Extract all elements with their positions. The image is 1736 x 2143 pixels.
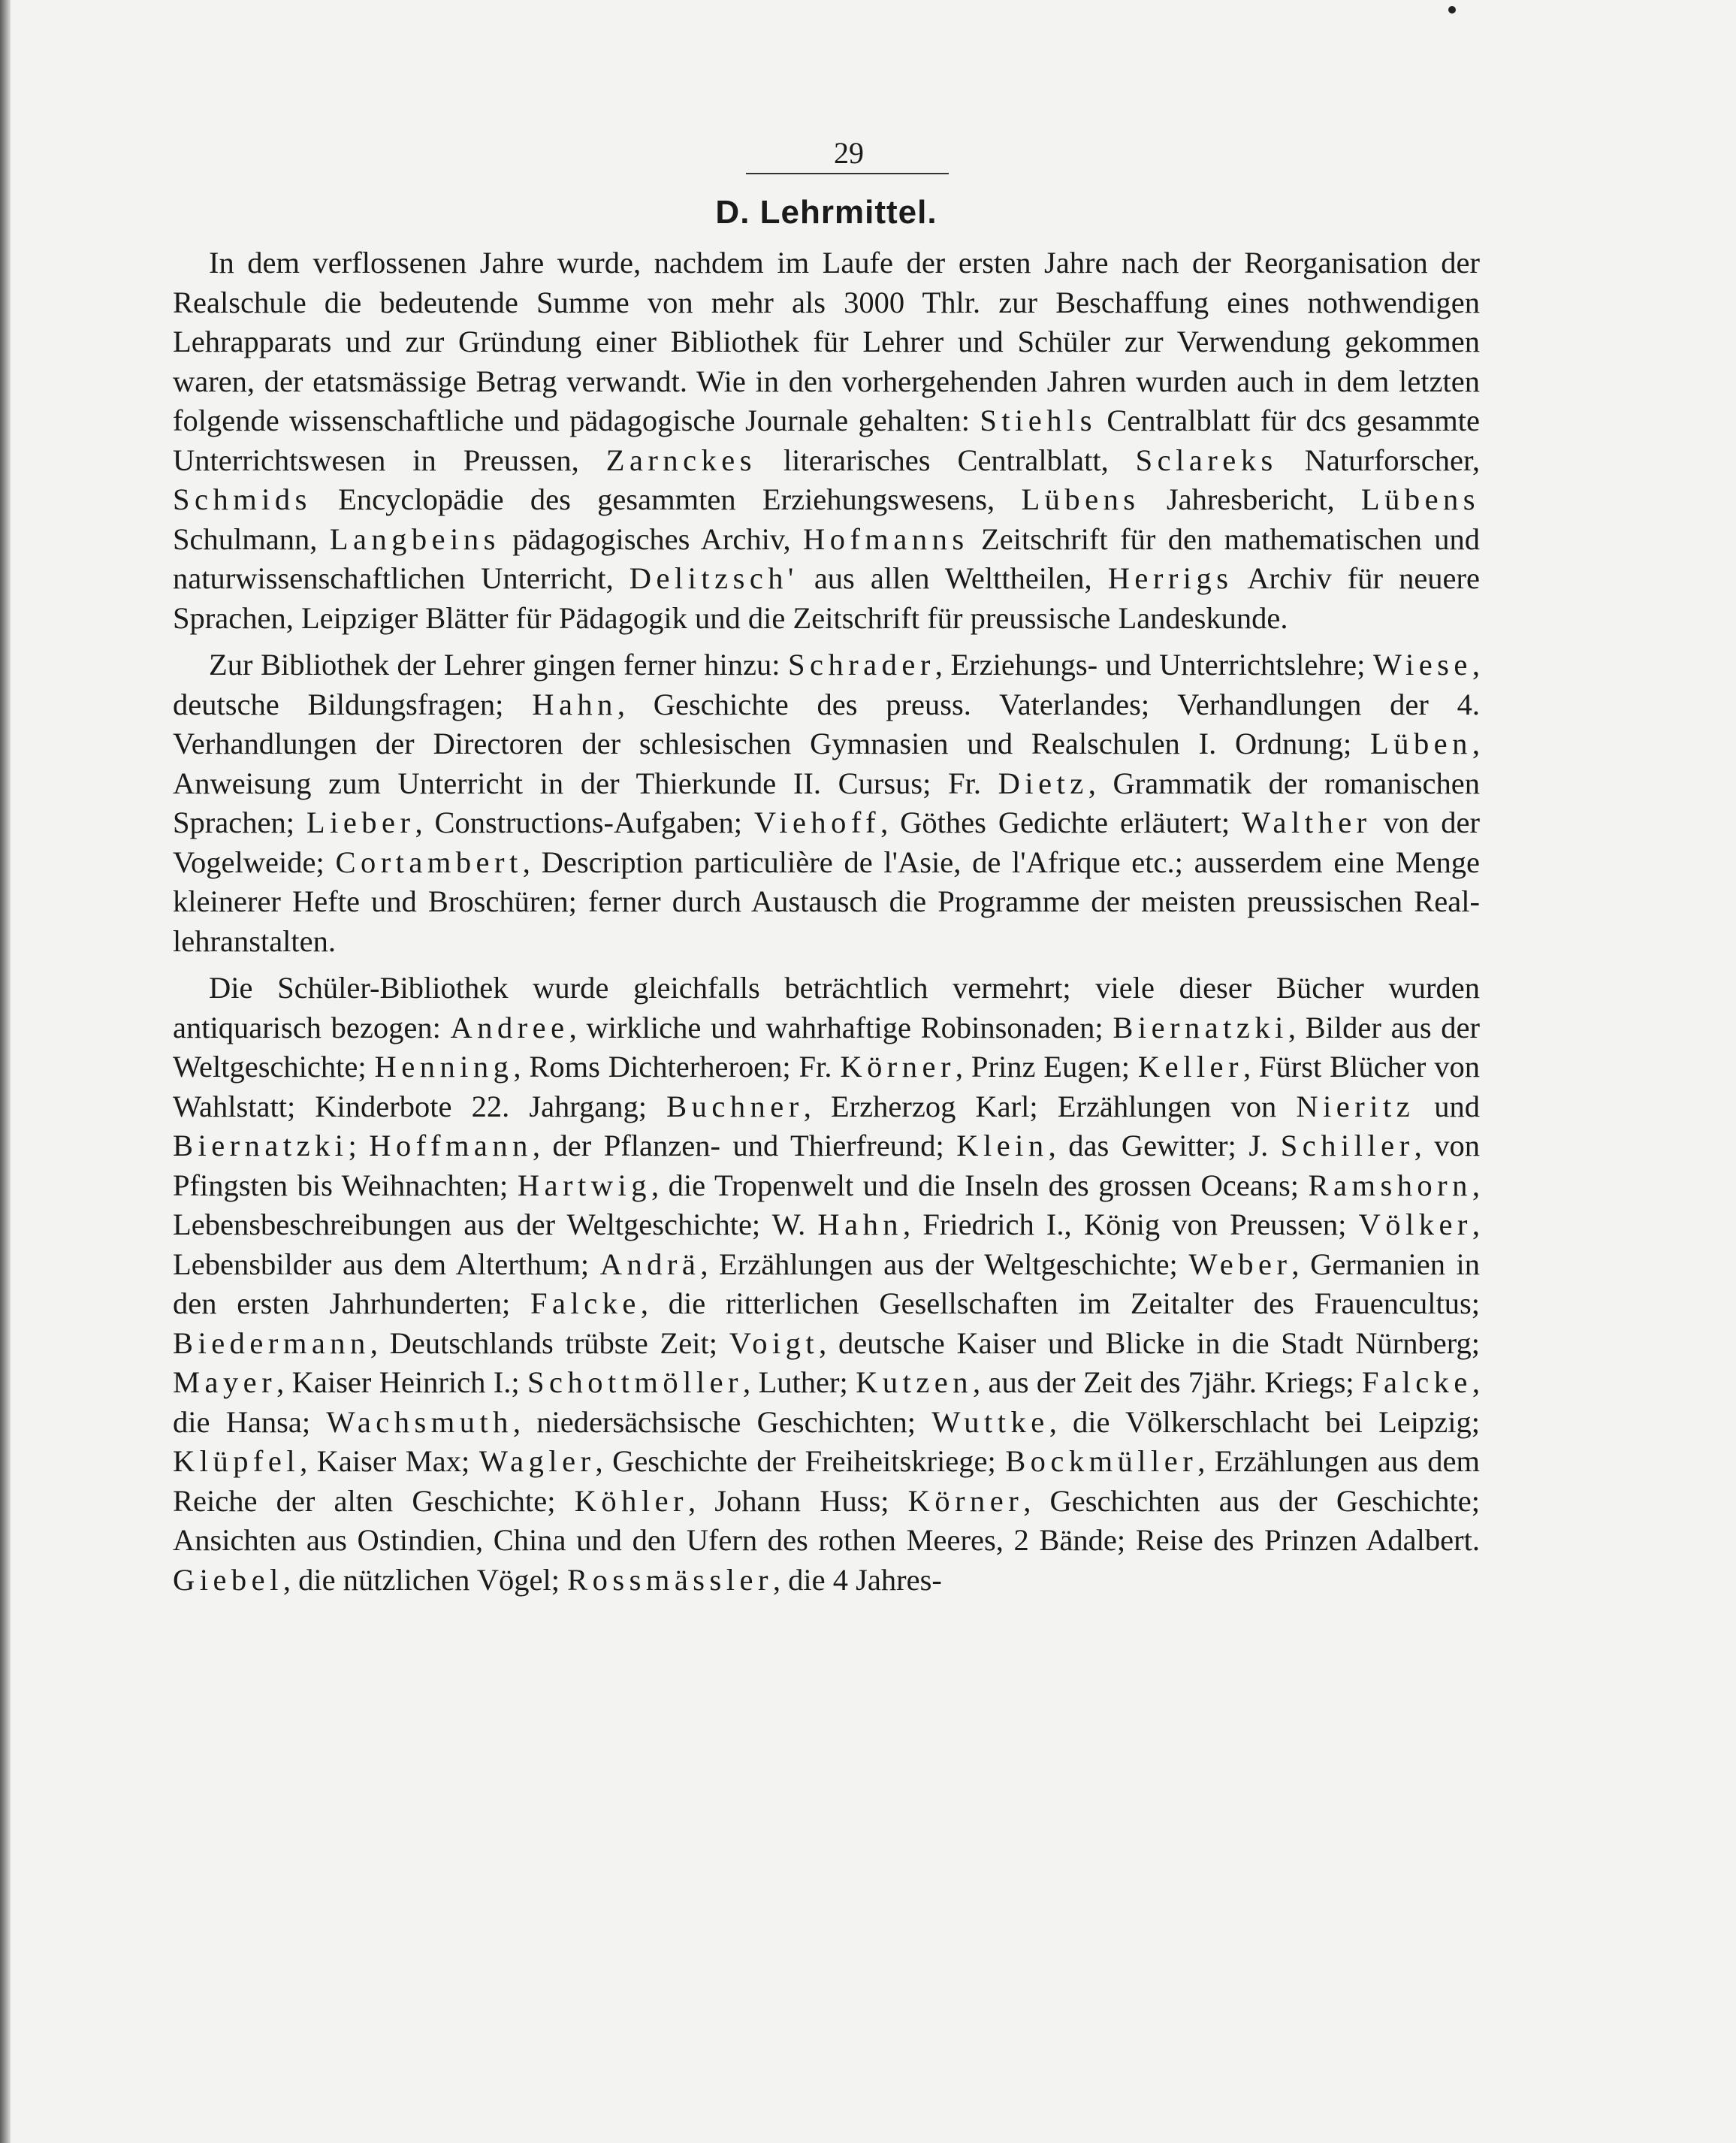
text-run: , Description particulière de l'Asie, de l'Afrique etc.; ausserdem eine Menge kleinerer Hefte und Broschüren; ferner durch Austausch die Programme der meisten preussischen Reallehranstalten. (173, 845, 1480, 958)
text-run: , Fürst Blücher von Wahlstatt; Kinderbote 22. Jahrgang; (173, 1050, 1480, 1123)
author-name: Voigt (729, 1325, 820, 1360)
author-name: Wagler (479, 1444, 596, 1478)
text-run: , deutsche Bildungsfragen; (173, 648, 1480, 721)
author-name: Delitzsch' (629, 561, 799, 595)
text-run: , wirkliche und wahrhaftige Robinsonaden; (569, 1010, 1113, 1044)
author-name: Andree (450, 1010, 569, 1044)
author-name: Biernatzki (173, 1129, 349, 1162)
text-run: , Erziehungs- und Unterrichtslehre; (934, 648, 1373, 682)
text-run: , Luther; (743, 1365, 856, 1399)
page-number: 29 (834, 136, 864, 170)
author-name: Hofmanns (803, 521, 969, 556)
text-run: , die Hansa; (173, 1365, 1480, 1439)
text-run: , Grammatik der romanischen Sprachen; (173, 766, 1480, 839)
text-run: , Friedrich I., König von Preussen; (903, 1208, 1359, 1241)
text-run: , Geschichte des preuss. Vaterlandes; Verhandlungen der 4. Verhandlungen der Directoren der schlesischen Gymnasien und Realschulen I. Ordnung; (173, 687, 1480, 760)
text-run: , der Pflanzen- und Thierfreund; (532, 1129, 957, 1162)
author-name: Walther (1242, 806, 1372, 839)
text-run: , das Gewitter; J. (1048, 1129, 1281, 1162)
author-name: Schmids (173, 482, 312, 516)
author-name: Keller (1137, 1050, 1243, 1084)
author-name: Wuttke (931, 1404, 1049, 1439)
text-run: Archiv für neuere Sprachen, Leipziger Blätter für Pädagogik und die Zeitschrift für preussische Landeskunde. (173, 561, 1480, 635)
author-name: Schiller (1280, 1129, 1414, 1162)
text-run: , aus der Zeit des 7jähr. Kriegs; (972, 1365, 1363, 1399)
text-run: , die Tropenwelt und die Inseln des grossen Oceans; (651, 1168, 1309, 1202)
text-run: Naturforscher, (1277, 443, 1480, 477)
author-name: Kutzen (856, 1365, 973, 1399)
text-run: Schulmann, (173, 521, 330, 556)
text-run: und (1414, 1089, 1481, 1123)
author-name: Zarnckes (605, 443, 756, 477)
text-run: , Erzählungen aus der Weltgeschichte; (700, 1247, 1189, 1281)
text-run: , Erzählungen aus dem Reiche der alten Geschichte; (173, 1444, 1480, 1518)
author-name: Klein (956, 1129, 1049, 1162)
author-name: Lieber (306, 806, 415, 839)
author-name: Wiese (1372, 648, 1472, 682)
author-name: Stiehls (980, 404, 1097, 437)
text-run: , die nützlichen Vögel; (282, 1562, 568, 1597)
text-run: , niedersächsische Geschichten; (512, 1404, 932, 1439)
text-run: Encyclopädie des gesammten Erziehungswesens, (311, 482, 1022, 516)
text-run: , Göthes Gedichte erläutert; (880, 806, 1242, 839)
author-name: Mayer (173, 1365, 277, 1399)
author-name: Körner (907, 1483, 1024, 1518)
text-run: , die ritterlichen Gesellschaften im Zeitalter des Frauencultus; (640, 1286, 1480, 1320)
author-name: Langbeins (329, 521, 500, 556)
text-run: In dem verflossenen Jahre wurde, nachdem im Laufe der ersten Jahre nach der Reorganisation der Realschule die bedeutende Summe von mehr als 3000 Thlr. zur Beschaffung eines nothwendigen Lehrapparats und zur Gründung einer Bibliothek für Lehrer und Schüler zur Verwendung gekommen waren, der etatsmässige Betrag verwandt. Wie in den vorhergehenden Jahren wurden auch in dem letzten folgende wissenschaftliche und pädagogische Journale gehalten: (173, 246, 1480, 437)
author-name: Andrä (599, 1247, 701, 1281)
text-run: , Roms Dichterheroen; Fr. (513, 1050, 841, 1084)
author-name: Buchner (666, 1089, 804, 1123)
ink-speck (1448, 6, 1456, 14)
text-run: Zeitschrift für den mathematischen und naturwissenschaftlichen Unterricht, (173, 521, 1480, 595)
author-name: Cortambert (335, 845, 523, 879)
author-name: Völker (1358, 1208, 1472, 1241)
author-name: Klüpfel (173, 1444, 300, 1478)
author-name: Hoffmann (369, 1129, 533, 1162)
scan-edge (0, 0, 11, 2143)
text-run: , Kaiser Heinrich I.; (276, 1365, 528, 1399)
author-name: Lübens (1021, 482, 1140, 516)
author-name: Giebel (173, 1562, 283, 1597)
text-run: Die Schüler-Bibliothek wurde gleichfalls beträchtlich vermehrt; viele dieser Bücher wurden antiquarisch bezogen: (173, 971, 1480, 1044)
author-name: Hartwig (517, 1168, 651, 1202)
text-run: , Anweisung zum Unterricht in der Thierkunde II. Cursus; Fr. (173, 727, 1480, 800)
text-run: , Prinz Eugen; (955, 1050, 1138, 1084)
text-run: , Constructions-Aufgaben; (415, 806, 754, 839)
text-run: pädagogisches Archiv, (500, 521, 803, 556)
author-name: Lübens (1360, 482, 1481, 516)
text-run: , Lebensbeschreibungen aus der Weltgeschichte; W. (173, 1168, 1480, 1241)
author-name: Herrigs (1107, 561, 1233, 595)
text-run: , Bilder aus der Weltgeschichte; (173, 1010, 1480, 1084)
author-name: Biernatzki (1113, 1010, 1288, 1044)
text-run: literarisches Centralblatt, (756, 443, 1136, 477)
text-run: , Erzherzog Karl; Erzählungen von (803, 1089, 1297, 1123)
author-name: Sclareks (1135, 443, 1278, 477)
paragraph-journals (173, 243, 1480, 638)
text-run: , Kaiser Max; (300, 1444, 479, 1478)
text-run: , Deutschlands trübste Zeit; (370, 1325, 729, 1360)
paragraph-teacher-library (173, 645, 1480, 961)
text-run: , Geschichten aus der Geschichte; Ansichten aus Ostindien, China und den Ufern des rothen Meeres, 2 Bände; Reise des Prinzen Adalbert. (173, 1483, 1480, 1557)
text-run: , deutsche Kaiser und Blicke in die Stadt Nürnberg; (819, 1325, 1480, 1360)
author-name: Henning (374, 1050, 514, 1084)
text-run: von der Vogelweide; (173, 806, 1480, 879)
header-rule (746, 173, 949, 174)
author-name: Lüben (1370, 727, 1472, 760)
author-name: Körner (840, 1050, 956, 1084)
author-name: Schottmöller (527, 1365, 744, 1399)
text-run: Centralblatt für dcs gesammte Unterrichtswesen in Preussen, (173, 404, 1480, 477)
paragraph-student-library (173, 969, 1480, 1600)
author-name: Ramshorn (1308, 1168, 1472, 1202)
author-name: Schrader (788, 648, 935, 682)
text-run: ; (348, 1129, 370, 1162)
author-name: Wachsmuth (326, 1404, 513, 1439)
author-name: Nieritz (1296, 1089, 1415, 1123)
document-page (173, 135, 1480, 1607)
author-name: Hahn (817, 1208, 904, 1241)
author-name: Köhler (574, 1483, 689, 1518)
author-name: Bockmüller (1005, 1444, 1198, 1478)
author-name: Falcke (1362, 1365, 1472, 1399)
text-run: , Lebensbilder aus dem Alterthum; (173, 1208, 1480, 1281)
text-run: aus allen Welttheilen, (798, 561, 1108, 595)
text-run: , Johann Huss; (688, 1483, 908, 1518)
author-name: Viehoff (753, 806, 881, 839)
text-run: , die Völkerschlacht bei Leipzig; (1049, 1404, 1480, 1439)
text-run: , Germanien in den ersten Jahrhunderten; (173, 1247, 1481, 1320)
author-name: Rossmässler (567, 1562, 773, 1597)
text-run: Jahresbericht, (1140, 482, 1361, 516)
text-run: , die 4 Jahres- (772, 1562, 942, 1597)
section-heading: D. Lehrmittel. (715, 194, 937, 231)
author-name: Weber (1188, 1247, 1292, 1281)
author-name: Biedermann (173, 1325, 370, 1360)
author-name: Falcke (530, 1286, 641, 1320)
author-name: Hahn (532, 687, 617, 721)
text-run: , von Pfingsten bis Weihnachten; (173, 1129, 1480, 1202)
author-name: Dietz (998, 766, 1088, 800)
text-run: Zur Bibliothek der Lehrer gingen ferner hinzu: (209, 648, 789, 682)
text-run: , Geschichte der Freiheitskriege; (595, 1444, 1006, 1478)
